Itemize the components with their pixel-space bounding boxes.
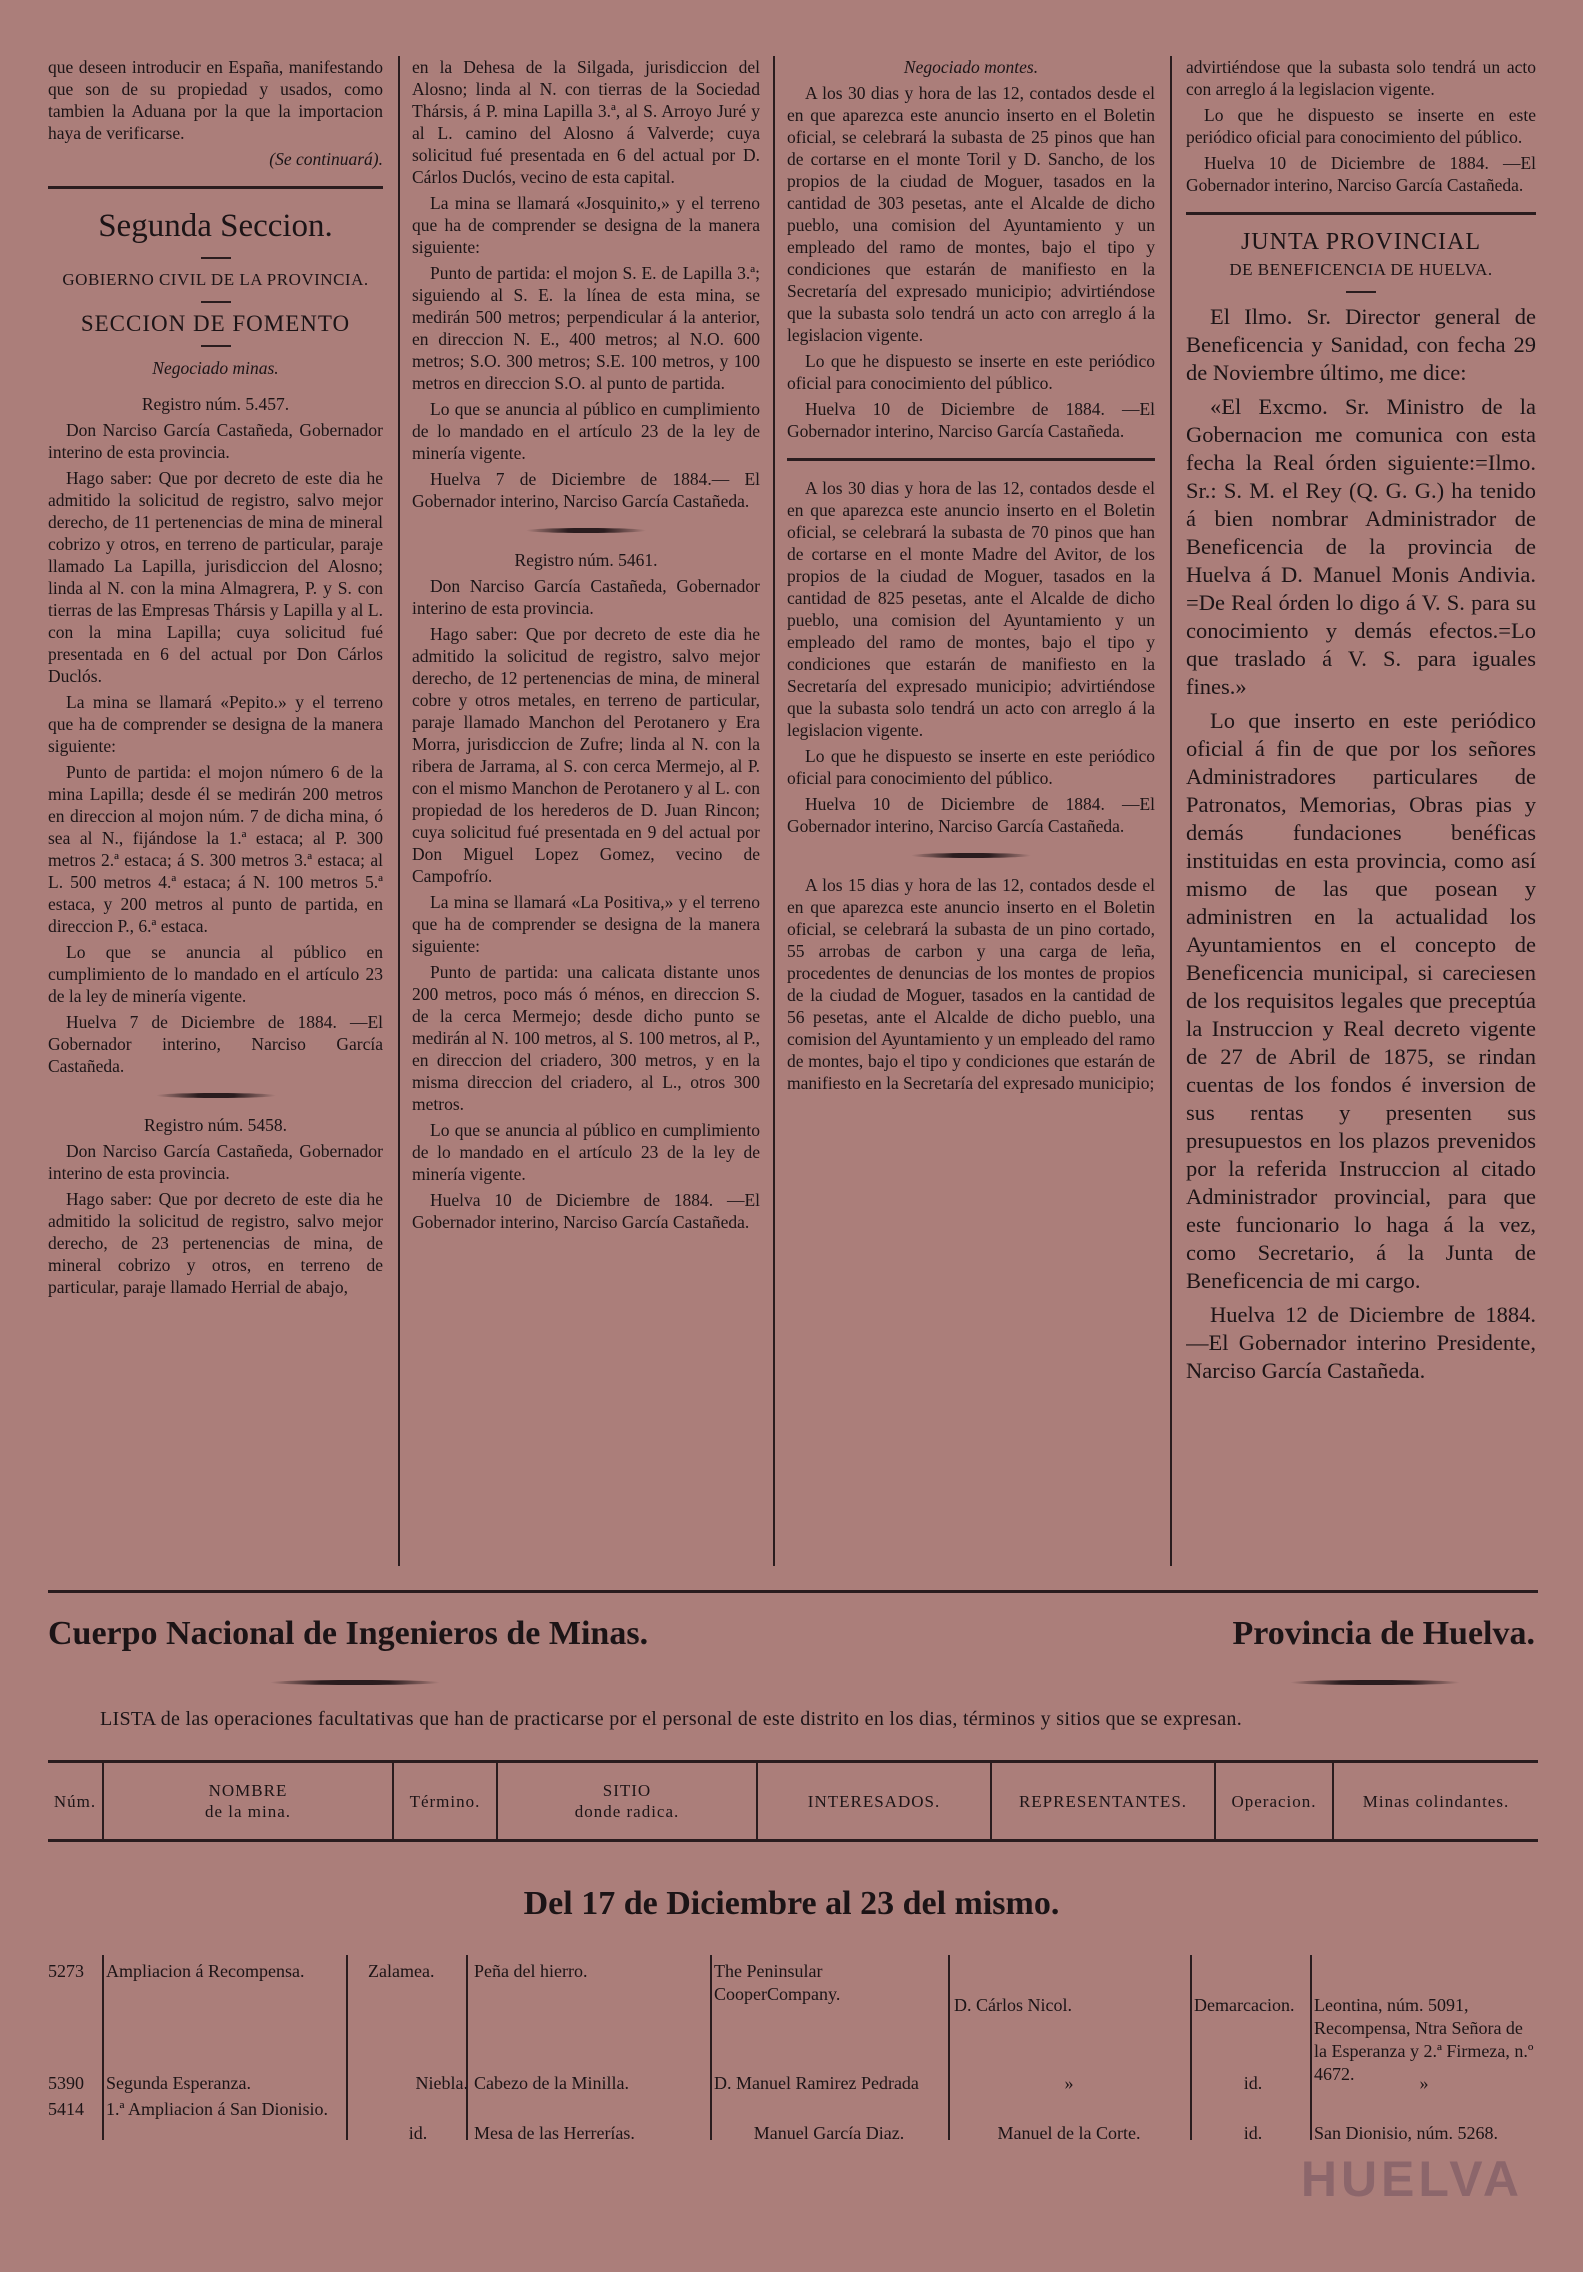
- cell-nombre: 1.ª Ampliacion á San Dionisio.: [106, 2099, 328, 2119]
- banner-left: Cuerpo Nacional de Ingenieros de Minas.: [48, 1615, 649, 1652]
- divider: [48, 186, 383, 189]
- junta-text: [1186, 303, 1536, 1385]
- cell-representantes: »: [1064, 2073, 1074, 2093]
- cell-representantes: D. Cárlos Nicol.: [954, 1995, 1072, 2015]
- column-divider: [773, 56, 775, 1566]
- negociado-heading: Negociado minas.: [152, 358, 279, 378]
- header-nombre-1: NOMBRE: [208, 1781, 288, 1800]
- table-header: [48, 1760, 1538, 1842]
- section-title: Segunda Seccion.: [98, 208, 333, 244]
- signature: Huelva 7 de Diciembre de 1884.— El Gobernador interino, Narciso García Castañeda.: [412, 469, 760, 511]
- divider: [201, 257, 231, 259]
- column-divider: [1170, 56, 1172, 1566]
- header-sitio-2: donde radica.: [574, 1802, 680, 1821]
- watermark-stamp: HUELVA: [1300, 2151, 1523, 2207]
- cell-termino: id.: [408, 2123, 428, 2143]
- registro-heading: Registro núm. 5458.: [144, 1115, 287, 1135]
- signature: Huelva 10 de Diciembre de 1884. —El Gobernador interino, Narciso García Castañeda.: [787, 399, 1155, 441]
- paragraph: que deseen introducir en España, manifestando que son de su propiedad y usados, como tambien la Aduana por la que la importacion haya de verificarse.: [48, 57, 383, 143]
- ornament-divider: [526, 528, 646, 533]
- paragraph: El Ilmo. Sr. Director general de Beneficencia y Sanidad, con fecha 29 de Noviembre último, me dice:: [1186, 304, 1536, 385]
- divider: [201, 301, 231, 303]
- registro-heading: Registro núm. 5461.: [514, 550, 658, 570]
- beneficencia-heading: DE BENEFICENCIA DE HUELVA.: [1229, 260, 1493, 279]
- paragraph: Hago saber: Que por decreto de este dia he admitido la solicitud de registro, salvo mejor derecho, de 12 pertenencias de mina, de mineral cobre y otros metales, en terreno de particular, paraje llamado Manchon del Perotanero y Era Morra, jurisdiccion de Zufre; linda al N. con la ribera de Jarrama, al S. con cerca Mermejo, al P. con el mismo Manchon de Perotanero y al L. con propiedad de los herederos de D. Juan Rincon; cuya solicitud fué presentada en 9 del actual por Don Miguel Lopez Gomez, vecino de Campofrío.: [412, 624, 760, 886]
- divider: [787, 458, 1155, 461]
- paragraph: Don Narciso García Castañeda, Gobernador interino de esta provincia.: [412, 576, 760, 618]
- period-heading: Del 17 de Diciembre al 23 del mismo.: [523, 1885, 1060, 1922]
- header-nombre-2: de la mina.: [204, 1802, 292, 1821]
- cell-sitio: Cabezo de la Minilla.: [474, 2073, 629, 2093]
- table-row: [48, 2072, 1538, 2098]
- table-row: [48, 2098, 1538, 2146]
- fomento-heading: SECCION DE FOMENTO: [80, 311, 351, 336]
- continued-note: (Se continuará).: [269, 149, 383, 169]
- divider: [1186, 212, 1536, 215]
- signature: Huelva 10 de Diciembre de 1884. —El Gobernador interino, Narciso García Castañeda.: [1186, 153, 1536, 195]
- signature: Huelva 7 de Diciembre de 1884. —El Gobernador interino, Narciso García Castañeda.: [48, 1012, 383, 1076]
- cell-nombre: Ampliacion á Recompensa.: [106, 1961, 305, 1981]
- cell-nombre: Segunda Esperanza.: [106, 2073, 251, 2093]
- paragraph: Lo que se anuncia al público en cumplimiento de lo mandado en el artículo 23 de la ley de minería vigente.: [412, 399, 760, 463]
- ornament-divider: [1290, 1680, 1460, 1685]
- header-representantes: REPRESENTANTES.: [992, 1763, 1216, 1839]
- cell-colindantes: San Dionisio, núm. 5268.: [1314, 2123, 1499, 2143]
- ornament-divider: [156, 1093, 276, 1098]
- cell-sitio: Mesa de las Herrerías.: [474, 2123, 635, 2143]
- cell-operacion: id.: [1243, 2123, 1263, 2143]
- cell-num: 5273: [48, 1961, 84, 1981]
- paragraph: Lo que se anuncia al público en cumplimiento de lo mandado en el artículo 23 de la ley de minería vigente.: [48, 942, 383, 1006]
- divider: [201, 345, 231, 347]
- cell-interesados: The Peninsular CooperCompany.: [714, 1961, 841, 2004]
- cell-num: 5414: [48, 2099, 84, 2119]
- paragraph: Lo que se anuncia al público en cumplimiento de lo mandado en el artículo 23 de la ley de minería vigente.: [412, 1120, 760, 1184]
- signature: Huelva 10 de Diciembre de 1884. —El Gobernador interino, Narciso García Castañeda.: [412, 1190, 760, 1232]
- cell-interesados: D. Manuel Ramirez Pedrada: [714, 2073, 919, 2093]
- gov-heading: GOBIERNO CIVIL DE LA PROVINCIA.: [62, 270, 369, 289]
- signature: Huelva 12 de Diciembre de 1884.—El Gobernador interino Presidente, Narciso García Castañeda.: [1186, 1302, 1536, 1383]
- cell-num: 5390: [48, 2073, 84, 2093]
- ornament-divider: [270, 1680, 440, 1685]
- paragraph: Punto de partida: el mojon S. E. de Lapilla 3.ª; siguiendo al S. E. la línea de esta mina, se medirán 500 metros; perpendicular á la anterior, en direccion N. E., 400 metros; al N.O. 600 metros; S.O. 300 metros; S.E. 100 metros, y 100 metros en direccion S.O. al punto de partida.: [412, 263, 760, 393]
- header-num: Núm.: [48, 1763, 104, 1839]
- negociado-heading: Negociado montes.: [903, 57, 1039, 77]
- paragraph: La mina se llamará «Josquinito,» y el terreno que ha de comprender se designa de la manera siguiente:: [412, 193, 760, 257]
- header-sitio: [498, 1763, 758, 1839]
- header-colindantes: Minas colindantes.: [1362, 1791, 1510, 1811]
- cell-colindantes: »: [1419, 2073, 1429, 2093]
- paragraph: advirtiéndose que la subasta solo tendrá un acto con arreglo á la legislacion vigente.: [1186, 57, 1536, 99]
- registro-heading: Registro núm. 5.457.: [141, 394, 290, 414]
- paragraph: «El Excmo. Sr. Ministro de la Gobernacion me comunica con esta fecha la Real órden siguiente:=Ilmo. Sr.: S. M. el Rey (Q. G. G.) ha tenido á bien nombrar Administrador de Beneficencia de la provincia de Huelva á D. Manuel Monis Andivia. =De Real órden lo digo á V. S. para su conocimiento y demás efectos.=Lo que traslado á V. S. para iguales fines.»: [1186, 394, 1536, 699]
- cell-representantes: Manuel de la Corte.: [997, 2123, 1141, 2143]
- header-interesados: INTERESADOS.: [758, 1763, 992, 1839]
- paragraph: A los 30 dias y hora de las 12, contados desde el en que aparezca este anuncio inserto en el Boletin oficial, se celebrará la subasta de 70 pinos que han de cortarse en el monte Madre del Avitor, de los propios de la ciudad de Moguer, tasados en la cantidad de 825 pesetas, ante el Alcalde de dicho pueblo, una comision del Ayuntamiento y un empleado del ramo de montes, bajo el tipo y condiciones que estarán de manifiesto en la Secretaría del expresado municipio; advirtiéndose que la subasta solo tendrá un acto con arreglo á la legislacion vigente.: [787, 478, 1155, 740]
- signature: Huelva 10 de Diciembre de 1884. —El Gobernador interino, Narciso García Castañeda.: [787, 794, 1155, 836]
- cell-interesados: Manuel García Diaz.: [753, 2123, 905, 2143]
- lista-intro: LISTA de las operaciones facultativas que han de practicarse por el personal de este distrito en los dias, términos y sitios que se expresan.: [100, 1708, 1243, 1730]
- cell-termino: Niebla.: [415, 2073, 468, 2093]
- paragraph: Lo que he dispuesto se inserte en este periódico oficial para conocimiento del público.: [787, 746, 1155, 788]
- paragraph: Lo que inserto en este periódico oficial á fin de que por los señores Administradores particulares de Patronatos, Memorias, Obras pias y demás fundaciones benéficas instituidas en esta provincia, como así mismo de las que posean y administren en la actualidad los Ayuntamientos en el concepto de Beneficencia municipal, si careciesen de los requisitos legales que preceptúa la Instruccion y Real decreto vigente de 27 de Abril de 1875, se rindan cuentas de los fondos é inversion de sus rentas y presenten sus presupuestos en los plazos prevenidos por la referida Instruccion al citado Administrador provincial, para que este funcionario lo haga á la vez, como Secretario, á la Junta de Beneficencia de mi cargo.: [1186, 708, 1536, 1293]
- cell-operacion: id.: [1243, 2073, 1263, 2093]
- paragraph: Don Narciso García Castañeda, Gobernador interino de esta provincia.: [48, 420, 383, 462]
- paragraph: A los 15 dias y hora de las 12, contados desde el en que aparezca este anuncio inserto en el Boletin oficial, se celebrará la subasta de un pino cortado, 55 arrobas de carbon y una carga de leña, procedentes de denuncias de los montes de propios de la ciudad de Moguer, tasados en la cantidad de 56 pesetas, ante el Alcalde de dicho pueblo, una comision del Ayuntamiento y un empleado del ramo de montes, bajo el tipo y condiciones que estarán de manifiesto en la Secretaría del expresado municipio;: [787, 875, 1155, 1093]
- paragraph: Hago saber: Que por decreto de este dia he admitido la solicitud de registro, salvo mejor derecho, de 11 pertenencias de mina de mineral cobrizo y otros, en terreno de particular, paraje llamado La Lapilla, jurisdiccion del Alosno; linda al N. con la mina Almagrera, P. y S. con tierras de las Empresas Thársis y Lapilla y al L. con la mina Lapilla; cuya solicitud fué presentada en 6 del actual por Don Cárlos Duclós.: [48, 468, 383, 686]
- cell-termino: Zalamea.: [368, 1961, 435, 1981]
- paragraph: en la Dehesa de la Silgada, jurisdiccion del Alosno; linda al N. con tierras de la Sociedad Thársis, á P. mina Lapilla 3.ª, al S. Arroyo Juré y al L. camino del Alosno á Valverde; cuya solicitud fué presentada en 6 del actual por D. Cárlos Duclós, vecino de esta capital.: [412, 57, 760, 187]
- column-4: [1186, 56, 1536, 1391]
- paragraph: La mina se llamará «Pepito.» y el terreno que ha de comprender se designa de la manera siguiente:: [48, 692, 383, 756]
- junta-heading: JUNTA PROVINCIAL: [1240, 229, 1482, 255]
- header-termino: Término.: [394, 1763, 498, 1839]
- cell-colindantes: Leontina, núm. 5091, Recompensa, Ntra Señora de la Esperanza y 2.ª Firmeza, n.º 4672.: [1314, 1995, 1534, 2084]
- paragraph: Lo que he dispuesto se inserte en este periódico oficial para conocimiento del público.: [787, 351, 1155, 393]
- paragraph: Punto de partida: el mojon número 6 de la mina Lapilla; desde él se medirán 200 metros en direccion al mojon núm. 7 de dicha mina, ó sea al N., fijándose la 1.ª estaca; al P. 300 metros 2.ª estaca; á S. 300 metros 3.ª estaca; al L. 500 metros 4.ª estaca; á N. 100 metros 5.ª estaca, y 200 metros al punto de partida, en direccion P., 6.ª estaca.: [48, 762, 383, 936]
- column-3: [787, 56, 1155, 1098]
- divider: [1346, 291, 1376, 293]
- header-sitio-1: SITIO: [602, 1781, 652, 1800]
- cell-sitio: Peña del hierro.: [474, 1961, 588, 1981]
- paragraph: Don Narciso García Castañeda, Gobernador interino de esta provincia.: [48, 1141, 383, 1183]
- paragraph: Hago saber: Que por decreto de este dia he admitido la solicitud de registro, salvo mejor derecho, de 23 pertenencias de mina, de mineral cobrizo y otros, en terreno de particular, paraje llamado Herrial de abajo,: [48, 1189, 383, 1297]
- column-divider: [398, 56, 400, 1566]
- header-operacion: Operacion.: [1216, 1763, 1334, 1839]
- paragraph: Lo que he dispuesto se inserte en este periódico oficial para conocimiento del público.: [1186, 105, 1536, 147]
- column-1: [48, 56, 383, 1302]
- paragraph: A los 30 dias y hora de las 12, contados desde el en que aparezca este anuncio inserto en el Boletin oficial, se celebrará la subasta de 25 pinos que han de cortarse en el monte Toril y D. Sancho, de los propios de la ciudad de Moguer, tasados en la cantidad de 303 pesetas, ante el Alcalde de dicho pueblo, una comision del Ayuntamiento y un empleado del ramo de montes, bajo el tipo y condiciones que estarán de manifiesto en la Secretaría del expresado municipio; advirtiéndose que la subasta solo tendrá un acto con arreglo á la legislacion vigente.: [787, 83, 1155, 345]
- banner-right: Provincia de Huelva.: [1232, 1615, 1535, 1652]
- ornament-divider: [911, 853, 1031, 858]
- cell-operacion: Demarcacion.: [1194, 1995, 1295, 2015]
- column-2: [412, 56, 760, 1237]
- header-nombre: [104, 1763, 394, 1839]
- paragraph: La mina se llamará «La Positiva,» y el terreno que ha de comprender se designa de la manera siguiente:: [412, 892, 760, 956]
- paragraph: Punto de partida: una calicata distante unos 200 metros, poco más ó ménos, en direccion S. de la cerca Mermejo; desde dicho punto se medirán al N. 100 metros, al S. 100 metros, al P., en direccion del criadero, 300 metros, y en la misma direccion del criadero, al L., otros 300 metros.: [412, 962, 760, 1114]
- section-rule: [48, 1590, 1538, 1593]
